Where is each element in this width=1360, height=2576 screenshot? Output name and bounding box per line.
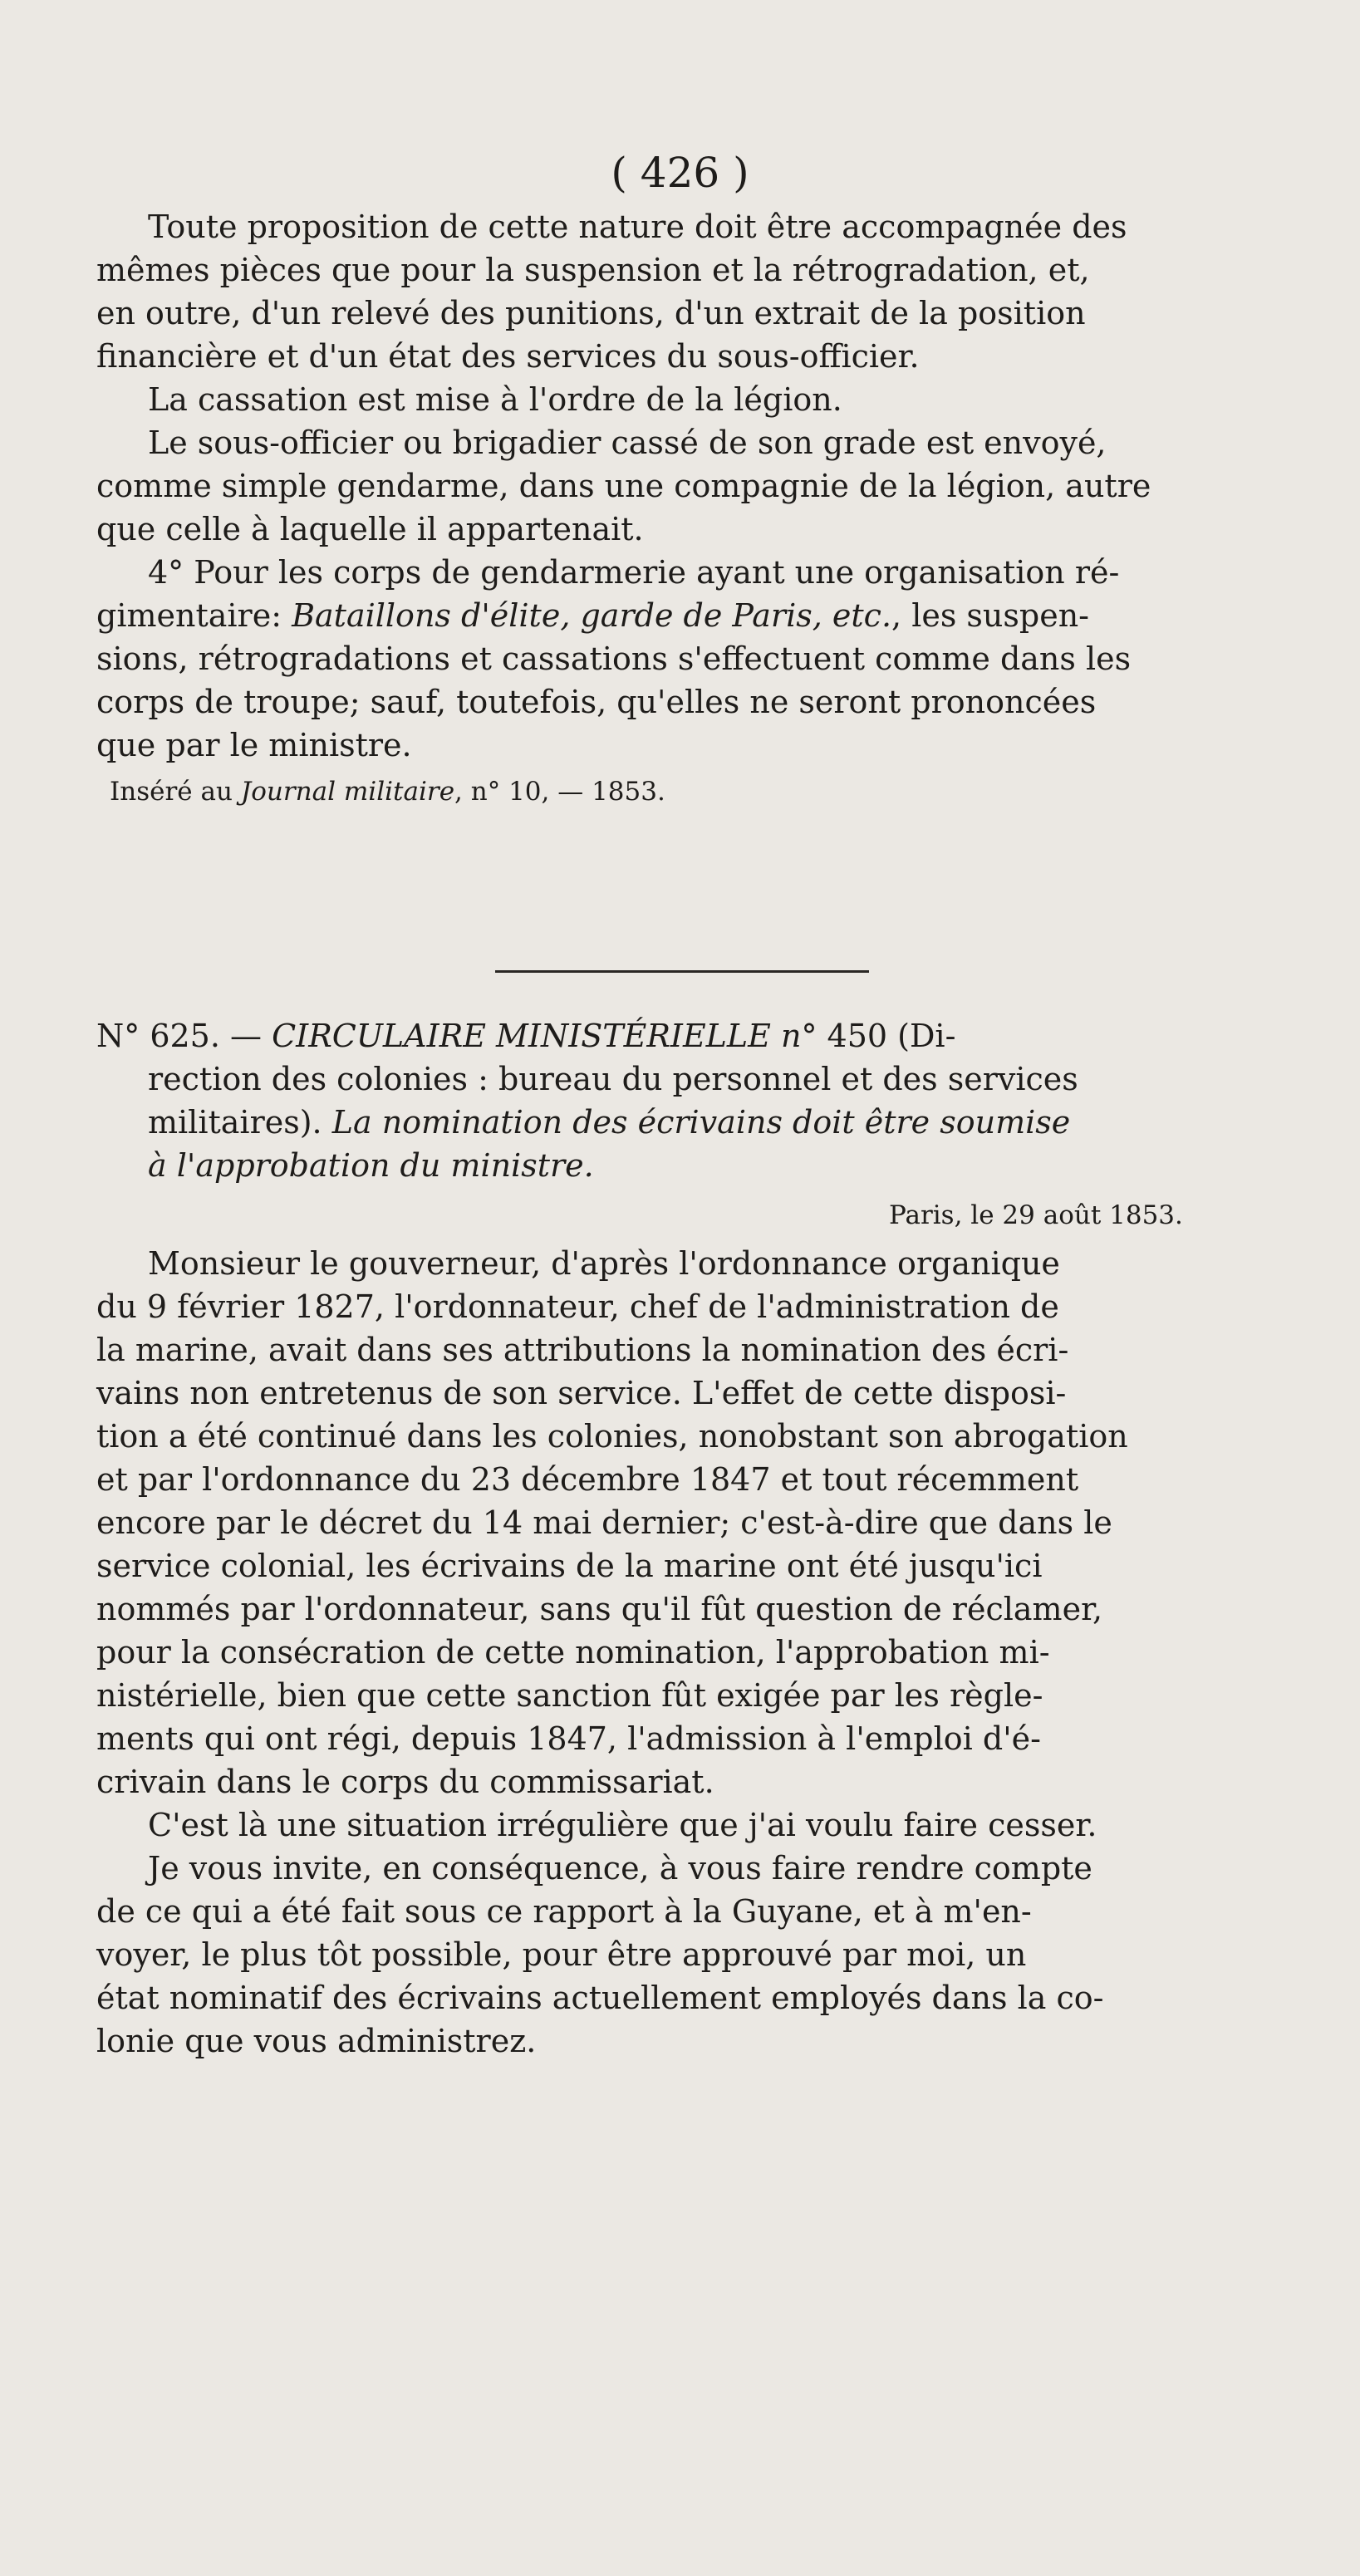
section-divider	[495, 970, 869, 973]
text-line: nistérielle, bien que cette sanction fût exigée par les règle-	[96, 1677, 1043, 1714]
text-line: mêmes pièces que pour la suspension et la rétrogradation, et,	[96, 252, 1090, 288]
text-line: la marine, avait dans ses attributions la nomination des écri-	[96, 1332, 1069, 1368]
text-line: lonie que vous administrez.	[96, 2023, 537, 2059]
text-line: service colonial, les écrivains de la marine ont été jusqu'ici	[96, 1548, 1043, 1584]
text-line: Toute proposition de cette nature doit être accompagnée des	[148, 209, 1127, 245]
text-line: sions, rétrogradations et cassations s'effectuent comme dans les	[96, 640, 1132, 677]
text-line	[96, 595, 1089, 636]
text-line: crivain dans le corps du commissariat.	[96, 1764, 714, 1800]
text-line: rection des colonies : bureau du personnel et des services	[148, 1061, 1078, 1097]
text-line: en outre, d'un relevé des punitions, d'un extrait de la position	[96, 295, 1086, 331]
text-line: financière et d'un état des services du sous-officier.	[96, 338, 920, 375]
text-line: vains non entretenus de son service. L'effet de cette disposi-	[96, 1375, 1067, 1411]
text-segment: , les suspen-	[891, 597, 1090, 634]
text-line: à l'approbation du ministre.	[148, 1147, 594, 1184]
dateline: Paris, le 29 août 1853.	[889, 1200, 1183, 1230]
circular-heading	[96, 1015, 955, 1057]
text-line: de ce qui a été fait sous ce rapport à la Guyane, et à m'en-	[96, 1893, 1032, 1930]
text-segment: 450 (Di-	[817, 1018, 956, 1054]
text-line: C'est là une situation irrégulière que j'ai voulu faire cesser.	[148, 1807, 1097, 1843]
text-segment: gimentaire:	[96, 597, 292, 634]
text-line: et par l'ordonnance du 23 décembre 1847 et tout récemment	[96, 1461, 1079, 1498]
text-line: nommés par l'ordonnateur, sans qu'il fût question de réclamer,	[96, 1591, 1103, 1627]
text-line: que celle à laquelle il appartenait.	[96, 511, 644, 547]
text-line: corps de troupe; sauf, toutefois, qu'elles ne seront prononcées	[96, 684, 1097, 720]
text-line: Le sous-officier ou brigadier cassé de son grade est envoyé,	[148, 424, 1107, 461]
italic-text: Bataillons d'élite, garde de Paris, etc.	[292, 597, 892, 634]
italic-text: La nomination des écrivains doit être soumise	[331, 1104, 1071, 1141]
text-line: La cassation est mise à l'ordre de la légion.	[148, 381, 842, 418]
insertion-note	[110, 771, 665, 812]
italic-text: Journal militaire	[240, 777, 455, 807]
text-segment: Inséré au	[110, 777, 241, 807]
text-line: pour la consécration de cette nomination, l'approbation mi-	[96, 1634, 1050, 1671]
italic-text: CIRCULAIRE MINISTÉRIELLE n°	[272, 1018, 817, 1054]
text-line: ments qui ont régi, depuis 1847, l'admission à l'emploi d'é-	[96, 1720, 1041, 1757]
page-number: ( 426 )	[611, 149, 749, 197]
text-line: encore par le décret du 14 mai dernier; c'est-à-dire que dans le	[96, 1504, 1112, 1541]
text-line: état nominatif des écrivains actuellement employés dans la co-	[96, 1980, 1104, 2016]
text-line: tion a été continué dans les colonies, nonobstant son abrogation	[96, 1418, 1128, 1455]
text-line: que par le ministre.	[96, 727, 412, 763]
text-line: Monsieur le gouverneur, d'après l'ordonnance organique	[148, 1245, 1060, 1282]
text-segment: , n° 10, — 1853.	[454, 777, 665, 807]
text-segment: N° 625. —	[96, 1018, 272, 1054]
text-segment: militaires).	[148, 1104, 332, 1141]
text-line	[148, 1102, 1070, 1143]
text-line: 4° Pour les corps de gendarmerie ayant une organisation ré-	[148, 554, 1120, 591]
text-line: du 9 février 1827, l'ordonnateur, chef de l'administration de	[96, 1288, 1059, 1325]
text-line: Je vous invite, en conséquence, à vous faire rendre compte	[148, 1850, 1092, 1887]
text-line: comme simple gendarme, dans une compagnie de la légion, autre	[96, 468, 1151, 504]
text-line: voyer, le plus tôt possible, pour être approuvé par moi, un	[96, 1936, 1027, 1973]
